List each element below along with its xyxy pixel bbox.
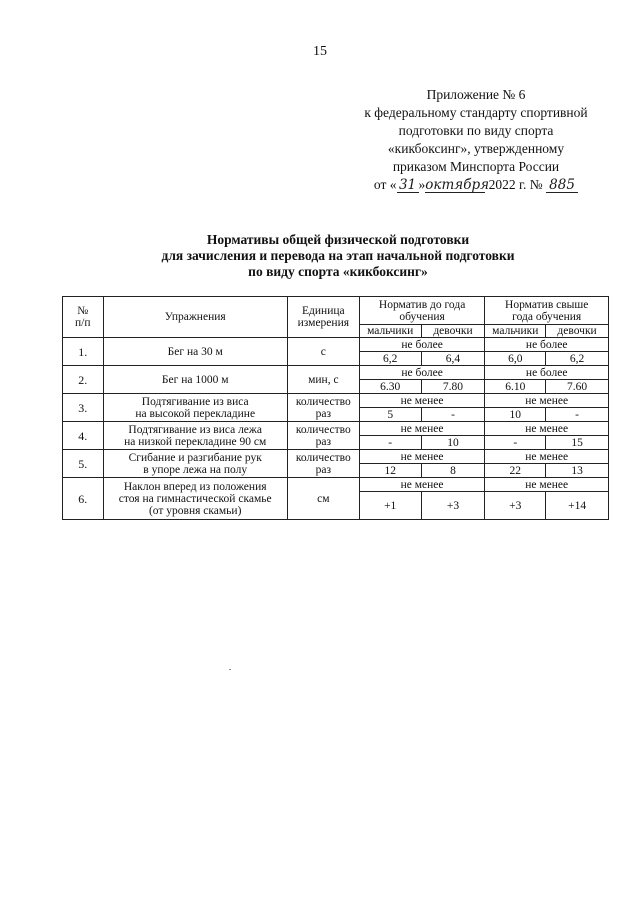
- value-cell: -: [485, 436, 546, 450]
- value-cell: 12: [359, 464, 421, 478]
- value-cell: 5: [359, 408, 421, 422]
- value-cell: 6,4: [421, 352, 485, 366]
- table-row: [63, 478, 609, 492]
- handwritten-day: 31: [397, 178, 419, 193]
- exercise-name: Подтягивание из виса на высокой перекладине: [103, 394, 287, 422]
- header-girls: девочки: [546, 325, 609, 338]
- header-girls: девочки: [421, 325, 485, 338]
- value-cell: -: [359, 436, 421, 450]
- table-row: [63, 366, 609, 380]
- unit-cell: см: [287, 478, 359, 520]
- value-cell: +1: [359, 492, 421, 520]
- document-title: [100, 232, 576, 280]
- unit-cell: с: [287, 338, 359, 366]
- scan-speck: [229, 669, 231, 670]
- qualifier-cell: не менее: [359, 394, 485, 408]
- table-row: [63, 422, 609, 436]
- exercise-name: Подтягивание из виса лежа на низкой перекладине 90 см: [103, 422, 287, 450]
- value-cell: 6.30: [359, 380, 421, 394]
- value-cell: 7.60: [546, 380, 609, 394]
- handwritten-month: октября: [425, 177, 490, 193]
- table-row: [63, 338, 609, 352]
- value-cell: 6,0: [485, 352, 546, 366]
- row-number: 5.: [63, 450, 104, 478]
- value-cell: 8: [421, 464, 485, 478]
- value-cell: +3: [421, 492, 485, 520]
- table-row: [63, 450, 609, 464]
- unit-cell: мин, с: [287, 366, 359, 394]
- qualifier-cell: не менее: [485, 422, 609, 436]
- unit-cell: количество раз: [287, 394, 359, 422]
- value-cell: 6,2: [546, 352, 609, 366]
- exercise-name: Бег на 1000 м: [103, 366, 287, 394]
- qualifier-cell: не менее: [359, 450, 485, 464]
- value-cell: 13: [546, 464, 609, 478]
- order-date-line: [330, 176, 622, 194]
- value-cell: 6.10: [485, 380, 546, 394]
- appendix-line: к федеральному стандарту спортивной: [364, 105, 588, 120]
- header-exercise: Упражнения: [103, 297, 287, 338]
- value-cell: -: [546, 408, 609, 422]
- qualifier-cell: не менее: [359, 422, 485, 436]
- row-number: 1.: [63, 338, 104, 366]
- header-unit: Единица измерения: [287, 297, 359, 338]
- appendix-line: приказом Минспорта России: [392, 159, 560, 174]
- date-year: 2022 г. №: [488, 177, 543, 192]
- qualifier-cell: не менее: [485, 394, 609, 408]
- value-cell: 10: [421, 436, 485, 450]
- norms-table: [62, 296, 609, 520]
- title-line: для зачисления и перевода на этап начальной подготовки: [161, 248, 515, 263]
- header-number: № п/п: [63, 297, 104, 338]
- title-line: Нормативы общей физической подготовки: [206, 232, 470, 247]
- page-number: 15: [313, 44, 327, 59]
- value-cell: +14: [546, 492, 609, 520]
- appendix-line: подготовки по виду спорта: [398, 123, 554, 138]
- header-norm-over-year: Норматив свыше года обучения: [485, 297, 609, 325]
- header-norm-first-year: Норматив до года обучения: [359, 297, 485, 325]
- value-cell: 10: [485, 408, 546, 422]
- qualifier-cell: не более: [359, 366, 485, 380]
- header-boys: мальчики: [485, 325, 546, 338]
- date-prefix: от «: [373, 177, 397, 192]
- appendix-block: [330, 86, 622, 194]
- unit-cell: количество раз: [287, 422, 359, 450]
- qualifier-cell: не менее: [359, 478, 485, 492]
- qualifier-cell: не более: [359, 338, 485, 352]
- qualifier-cell: не более: [485, 366, 609, 380]
- exercise-name: Наклон вперед из положения стоя на гимнастической скамье (от уровня скамьи): [103, 478, 287, 520]
- value-cell: +3: [485, 492, 546, 520]
- row-number: 2.: [63, 366, 104, 394]
- value-cell: 15: [546, 436, 609, 450]
- exercise-name: Сгибание и разгибание рук в упоре лежа на полу: [103, 450, 287, 478]
- value-cell: 22: [485, 464, 546, 478]
- table-row: [63, 394, 609, 408]
- appendix-line: «кикбоксинг», утвержденному: [387, 141, 565, 156]
- row-number: 4.: [63, 422, 104, 450]
- handwritten-order-number: 885: [546, 178, 578, 193]
- value-cell: -: [421, 408, 485, 422]
- value-cell: 7.80: [421, 380, 485, 394]
- unit-cell: количество раз: [287, 450, 359, 478]
- date-mid: »: [418, 177, 426, 192]
- appendix-title: Приложение № 6: [426, 87, 526, 102]
- qualifier-cell: не менее: [485, 450, 609, 464]
- qualifier-cell: не менее: [485, 478, 609, 492]
- row-number: 6.: [63, 478, 104, 520]
- qualifier-cell: не более: [485, 338, 609, 352]
- row-number: 3.: [63, 394, 104, 422]
- value-cell: 6,2: [359, 352, 421, 366]
- header-boys: мальчики: [359, 325, 421, 338]
- exercise-name: Бег на 30 м: [103, 338, 287, 366]
- title-line: по виду спорта «кикбоксинг»: [248, 264, 428, 279]
